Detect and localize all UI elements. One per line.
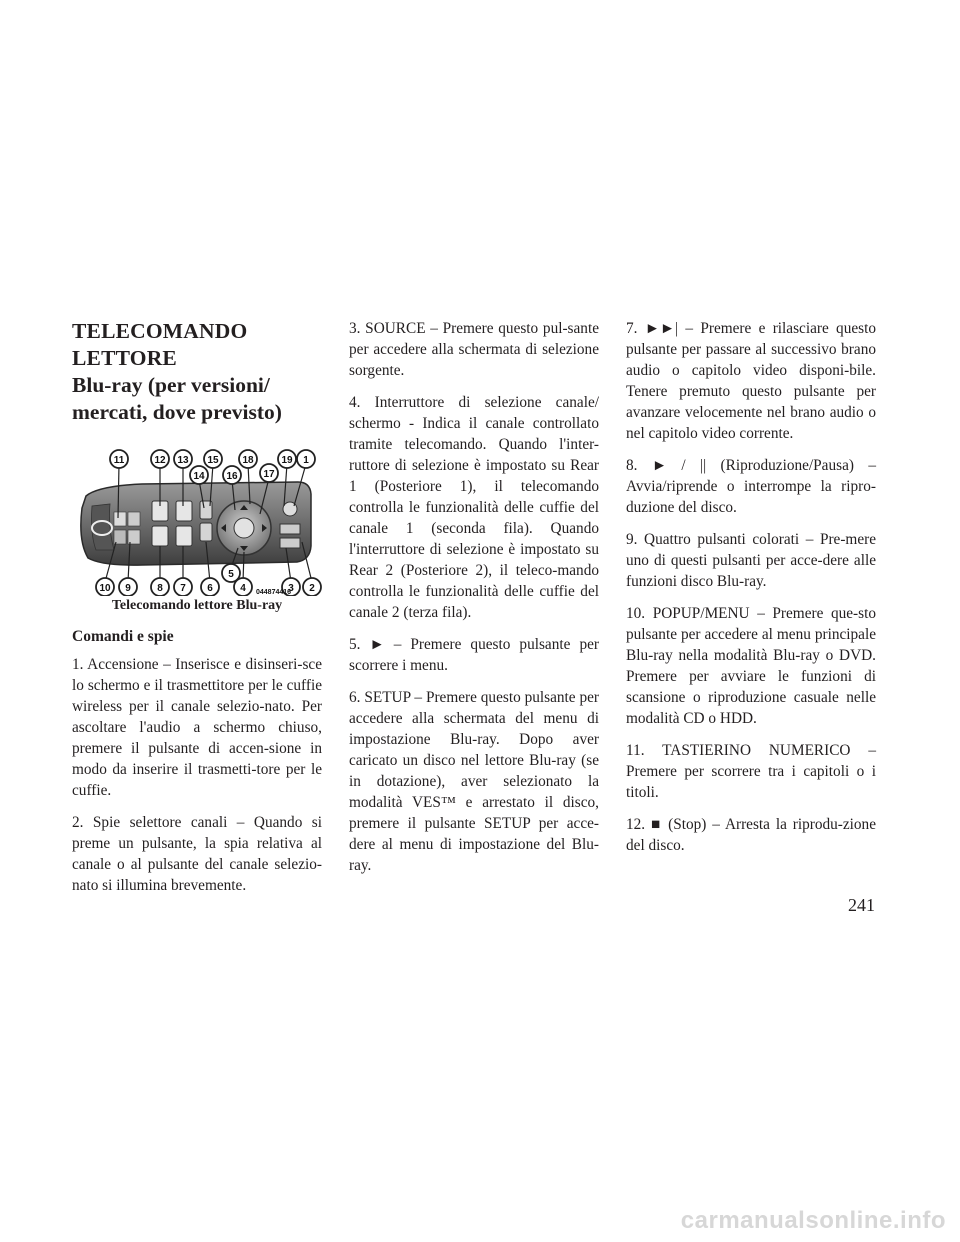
- callout-12: 12: [154, 455, 166, 466]
- middle-column: [349, 318, 599, 887]
- callout-2: 2: [309, 583, 315, 594]
- paragraph-6: 6. SETUP – Premere questo pulsante per accedere alla schermata del menu di impostazione Blu-ray. Dopo aver caricato un disco nel lettore Blu-ray (se in dotazione), aver selezionato la modalità VES™ e arrestato il disco, premere il pulsante SETUP per acce-dere al menu di impostazione del Blu-ray.: [349, 689, 599, 874]
- subheading: Comandi e spie: [72, 628, 174, 645]
- callout-15: 15: [207, 455, 219, 466]
- paragraph-8: 8. ► / || (Riproduzione/Pausa) – Avvia/riprende o interrompe la ripro-duzione del disco.: [626, 457, 876, 516]
- page-number: 241: [848, 895, 875, 915]
- image-code: 044874416: [256, 589, 292, 596]
- callout-5: 5: [228, 569, 234, 580]
- callout-19: 19: [281, 455, 293, 466]
- paragraph-11: 11. TASTIERINO NUMERICO – Premere per scorrere tra i capitoli o i titoli.: [626, 742, 876, 801]
- callout-8: 8: [157, 583, 163, 594]
- callout-10: 10: [99, 583, 111, 594]
- figure-caption: Telecomando lettore Blu-ray: [111, 598, 283, 613]
- paragraph-4: 4. Interruttore di selezione canale/ schermo - Indica il canale controllato tramite telecomando. Quando l'inter-ruttore di selezione è impostato su Rear 1 (Posteriore 1), il telecomando controlla le funzionalità delle cuffie del canale 1 (seconda fila). Quando l'interruttore di selezione è impostato su Rear 2 (Posteriore 2), il teleco-mando controlla le funzionalità delle cuffie del canale 2 (terza fila).: [349, 394, 599, 621]
- paragraph-2: 2. Spie selettore canali – Quando si preme un pulsante, la spia relativa al canale o al pulsante del canale selezio-nato si illumina brevemente.: [72, 814, 322, 894]
- paragraph-12: 12. ■ (Stop) – Arresta la riprodu-zione del disco.: [626, 816, 876, 854]
- callout-14: 14: [193, 471, 205, 482]
- paragraph-5: 5. ► – Premere questo pulsante per scorrere i menu.: [349, 636, 599, 674]
- section-title-line2: Blu-ray (per versioni/: [72, 373, 270, 397]
- section-title: [72, 318, 322, 426]
- section-title-line1: TELECOMANDO LETTORE: [72, 319, 248, 370]
- remote-control-figure: [72, 446, 322, 618]
- paragraph-9: 9. Quattro pulsanti colorati – Pre-mere uno di questi pulsanti per acce-dere alle funzioni disco Blu-ray.: [626, 531, 876, 590]
- callout-16: 16: [226, 471, 238, 482]
- callout-4: 4: [240, 583, 246, 594]
- callout-11: 11: [113, 455, 125, 466]
- callout-9: 9: [125, 583, 131, 594]
- callout-18: 18: [242, 455, 254, 466]
- callout-6: 6: [207, 583, 213, 594]
- left-column: [72, 318, 322, 907]
- callout-13: 13: [177, 455, 189, 466]
- callout-1: 1: [303, 455, 309, 466]
- callout-7: 7: [180, 583, 186, 594]
- paragraph-10: 10. POPUP/MENU – Premere que-sto pulsante per accedere al menu principale Blu-ray nella modalità Blu-ray o DVD. Premere per avviare le funzioni di scansione o riproduzione casuale nelle modalità CD o HDD.: [626, 605, 876, 727]
- callout-17: 17: [263, 469, 275, 480]
- watermark: carmanualsonline.info: [680, 1207, 946, 1234]
- right-column: [626, 318, 876, 867]
- callout-3: 3: [288, 583, 294, 594]
- remote-control-illustration: [72, 446, 322, 596]
- section-title-line3: mercati, dove previsto): [72, 400, 282, 424]
- paragraph-1: 1. Accensione – Inserisce e disinseri-sce lo schermo e il trasmettitore per le cuffie wireless per il canale selezio-nato. Per ascoltare l'audio a schermo chiuso, premere il pulsante di accen-sione in modo da inserire il trasmetti-tore per le cuffie.: [72, 656, 322, 799]
- paragraph-7: 7. ►►| – Premere e rilasciare questo pulsante per passare al successivo brano audio o capitolo video disponi-bile. Tenere premuto questo pulsante per avanzare velocemente nel brano audio o nel capitolo video corrente.: [626, 320, 876, 442]
- paragraph-3: 3. SOURCE – Premere questo pul-sante per accedere alla schermata di selezione sorgente.: [349, 320, 599, 379]
